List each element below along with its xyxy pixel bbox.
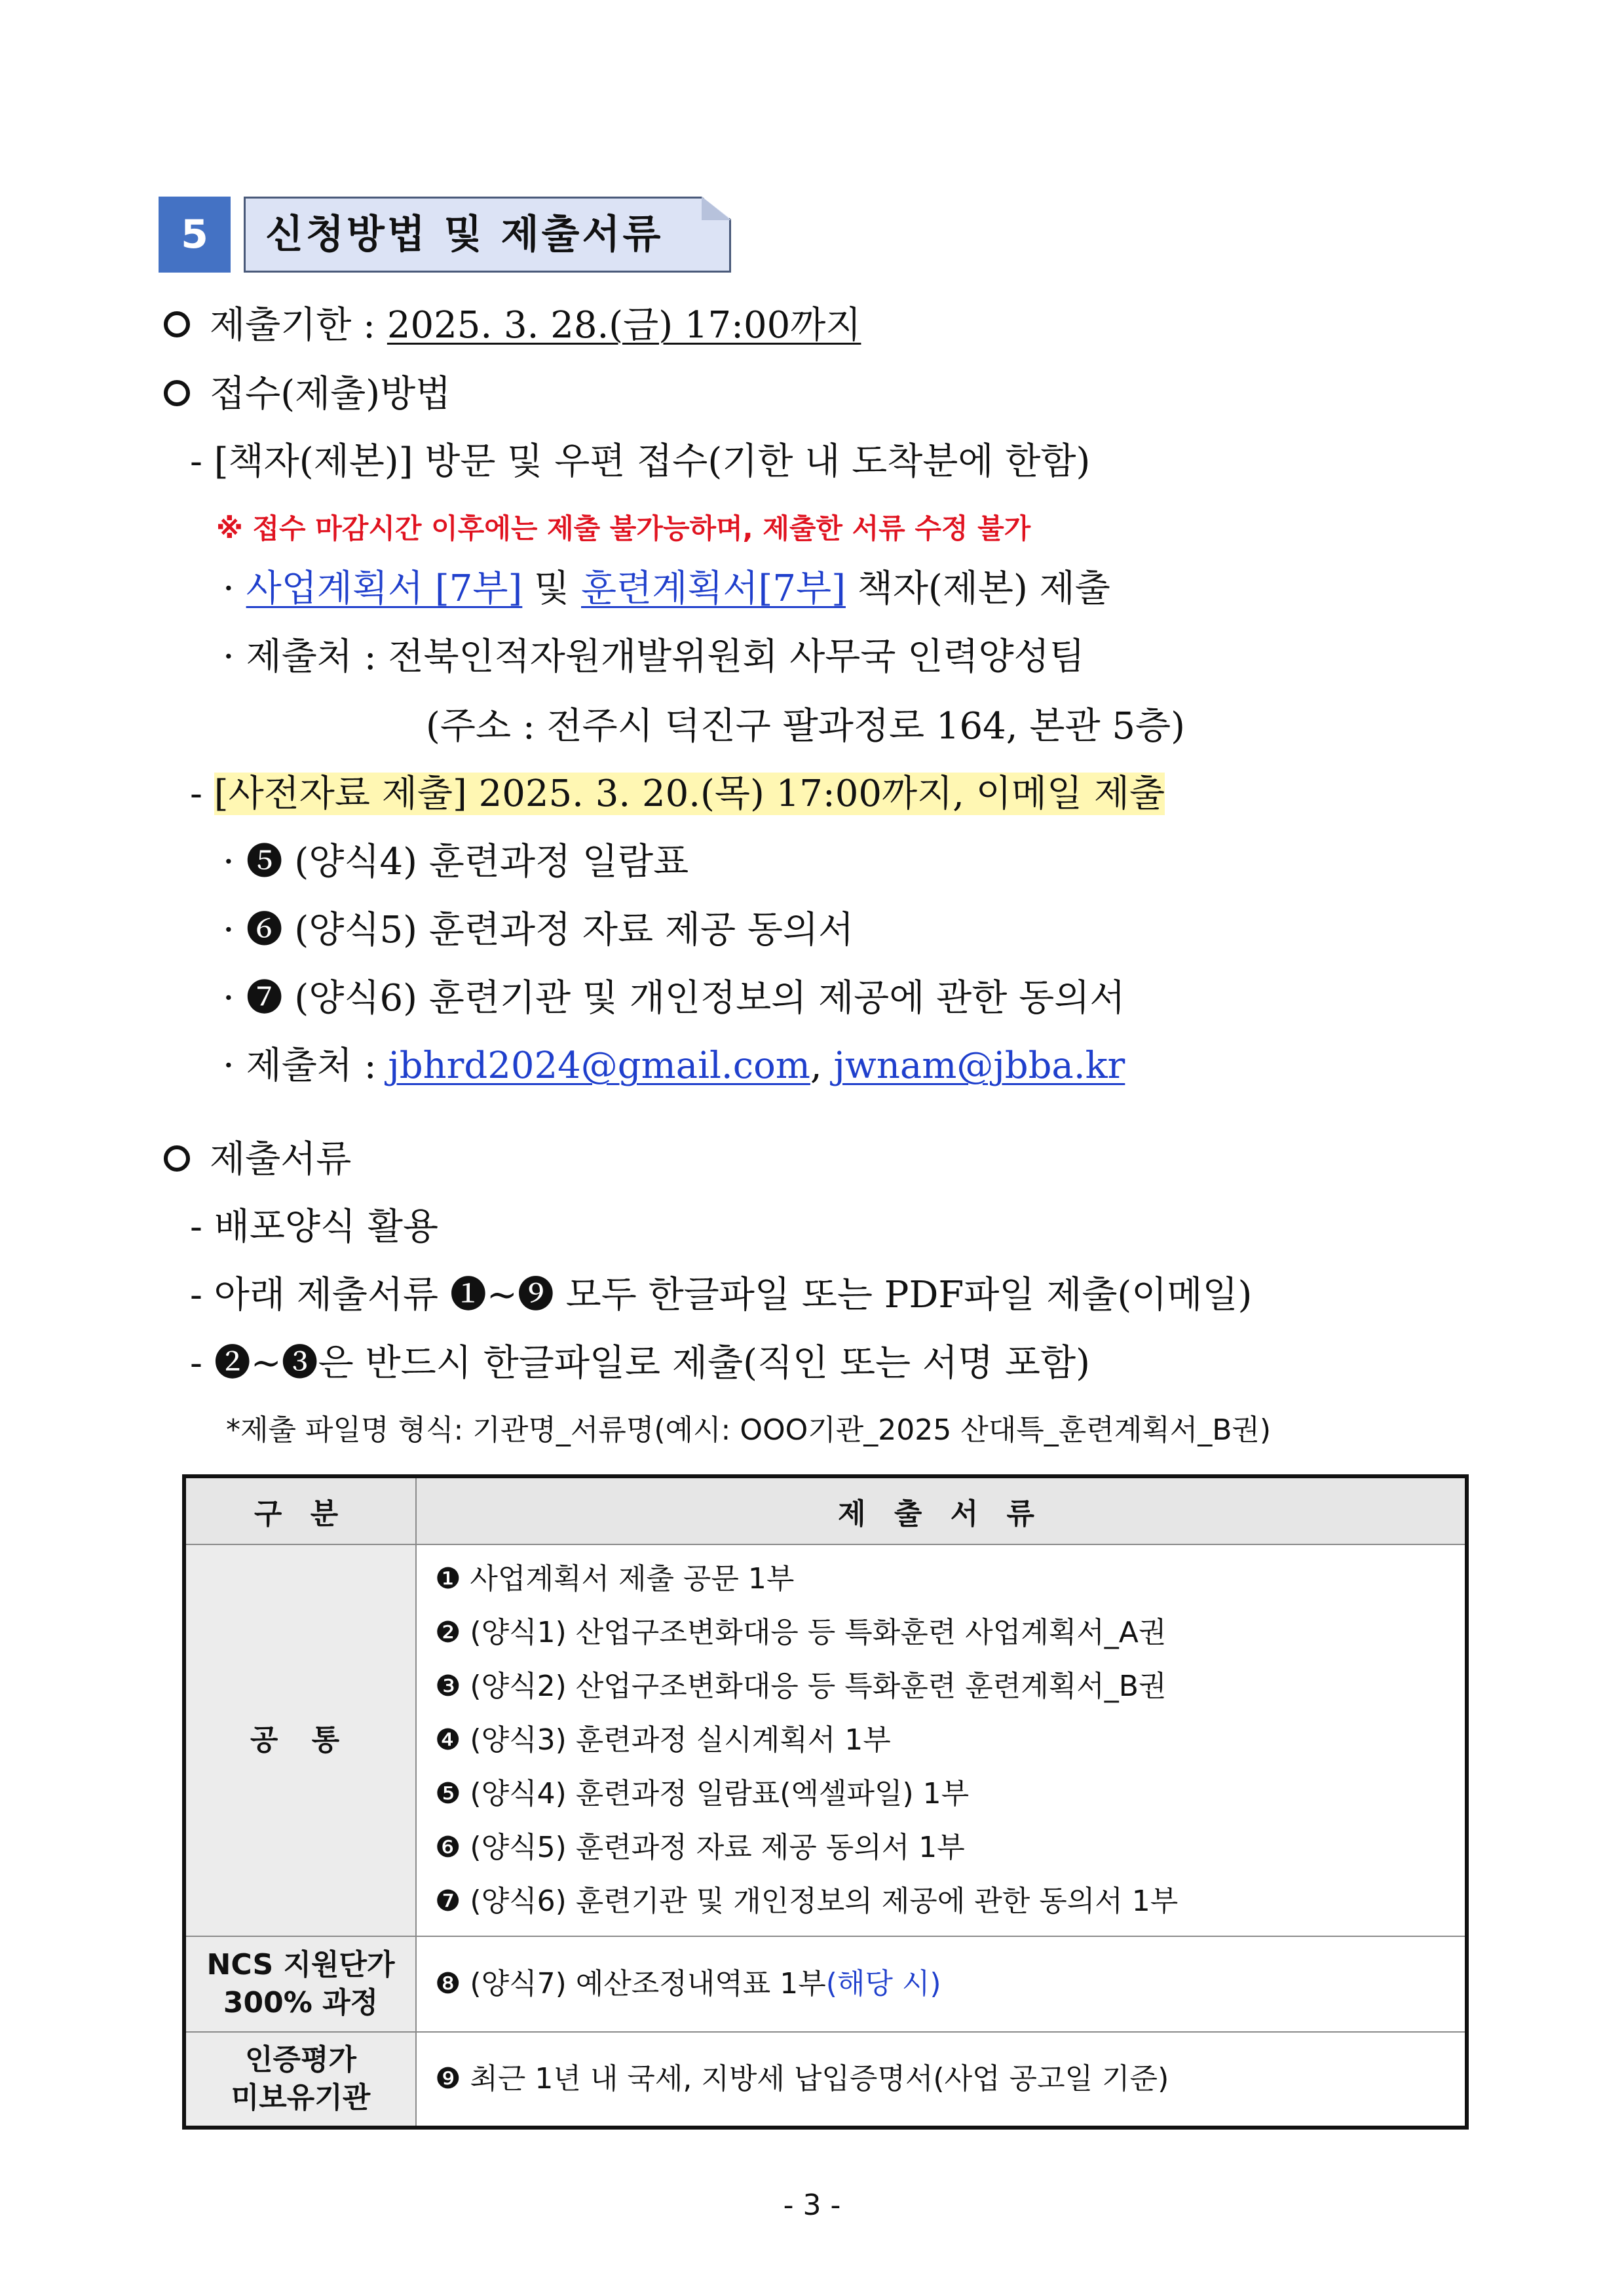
ncs-label-line1: NCS 지원단가 <box>206 1948 395 1981</box>
doc-item-8-note: (해당 시) <box>825 1967 941 2000</box>
email-link-jwnam[interactable]: jwnam@jbba.kr <box>833 1044 1125 1087</box>
common-items <box>416 1544 1467 1936</box>
doc-item-8-text: ❽ (양식7) 예산조정내역표 1부 <box>435 1967 826 2000</box>
doc-item-8 <box>435 1957 1465 2011</box>
method-warning: ※ 접수 마감시간 이후에는 제출 불가능하며, 제출한 서류 수정 불가 <box>216 512 1031 545</box>
table-row-common <box>184 1544 1467 1936</box>
table-header-row <box>184 1476 1467 1544</box>
doc-item-6: ❻ (양식5) 훈련과정 자료 제공 동의서 1부 <box>435 1831 965 1864</box>
ncs-items <box>416 1936 1467 2032</box>
docs-line-all-files: - 아래 제출서류 ❶~❾ 모두 한글파일 또는 PDF파일 제출(이메일) <box>190 1274 1253 1316</box>
docs-line-forms: - 배포양식 활용 <box>190 1206 439 1248</box>
text-and: 및 <box>522 567 582 610</box>
bullet-dot: · <box>223 567 246 610</box>
method-sub-destination: · 제출처 : 전북인적자원개발위원회 사무국 인력양성팀 <box>223 636 1085 678</box>
method-heading-line <box>164 372 451 417</box>
circle-bullet-icon <box>164 1145 190 1172</box>
method-heading: 접수(제출)방법 <box>210 373 451 415</box>
emails-label: · 제출처 : <box>223 1044 388 1087</box>
doc-item-3: ❸ (양식2) 산업구조변화대응 등 특화훈련 훈련계획서_B권 <box>435 1670 1167 1703</box>
submission-docs-table <box>182 1474 1469 2130</box>
method-item-booklet: - [책자(제본)] 방문 및 우편 접수(기한 내 도착분에 한함) <box>190 440 1091 483</box>
pre-submit-form5: · ❻ (양식5) 훈련과정 자료 제공 동의서 <box>223 909 854 951</box>
deadline-value: 2025. 3. 28.(금) 17:00까지 <box>387 304 861 347</box>
method-sub-submit <box>223 566 1110 612</box>
circle-bullet-icon <box>164 311 190 337</box>
page-number: - 3 - <box>783 2189 841 2222</box>
email-link-jbhrd[interactable]: jbhrd2024@gmail.com <box>388 1044 810 1087</box>
doc-item-7: ❼ (양식6) 훈련기관 및 개인정보의 제공에 관한 동의서 1부 <box>435 1885 1179 1918</box>
doc-item-1: ❶ 사업계획서 제출 공문 1부 <box>435 1562 795 1596</box>
docs-heading: 제출서류 <box>210 1138 352 1181</box>
method-address: (주소 : 전주시 덕진구 팔과정로 164, 본관 5층) <box>426 705 1185 748</box>
doc-item-9: ❾ 최근 1년 내 국세, 지방세 납입증명서(사업 공고일 기준) <box>435 2062 1169 2095</box>
method-item-pre-submit <box>190 771 1165 817</box>
docs-line-hwp: - ❷~❸은 반드시 한글파일로 제출(직인 또는 서명 포함) <box>190 1342 1090 1385</box>
doc-item-4: ❹ (양식3) 훈련과정 실시계획서 1부 <box>435 1723 891 1757</box>
header-category: 구 분 <box>184 1476 416 1544</box>
email-separator: , <box>810 1044 834 1087</box>
table-row-cert <box>184 2032 1467 2128</box>
doc-item-2: ❷ (양식1) 산업구조변화대응 등 특화훈련 사업계획서_A권 <box>435 1616 1167 1649</box>
text-booklet-submit: 책자(제본) 제출 <box>845 567 1110 610</box>
pre-submit-emails <box>223 1043 1125 1089</box>
table-row-ncs <box>184 1936 1467 2032</box>
cert-label-line1: 인증평가 <box>244 2043 356 2076</box>
cert-items <box>416 2032 1467 2128</box>
pre-submit-form6: · ❼ (양식6) 훈련기관 및 개인정보의 제공에 관한 동의서 <box>223 977 1125 1020</box>
cert-label-line2: 미보유기관 <box>231 2081 371 2114</box>
header-documents: 제 출 서 류 <box>416 1476 1467 1544</box>
deadline-label: 제출기한 : <box>210 304 387 347</box>
category-common: 공 통 <box>184 1544 416 1936</box>
category-ncs <box>184 1936 416 2032</box>
section-title: 신청방법 및 제출서류 <box>265 212 664 258</box>
training-plan-link[interactable]: 훈련계획서[7부] <box>581 567 846 610</box>
docs-heading-line <box>164 1137 351 1183</box>
section-title-fold <box>702 197 731 220</box>
deadline-line <box>164 303 861 349</box>
pre-submit-highlight: [사전자료 제출] 2025. 3. 20.(목) 17:00까지, 이메일 제출 <box>214 773 1165 815</box>
category-cert <box>184 2032 416 2128</box>
section-number: 5 <box>159 197 231 273</box>
doc-item-5: ❺ (양식4) 훈련과정 일람표(엑셀파일) 1부 <box>435 1777 970 1810</box>
business-plan-link[interactable]: 사업계획서 [7부] <box>246 567 523 610</box>
dash: - <box>190 773 214 815</box>
docs-filename-note: *제출 파일명 형식: 기관명_서류명(예시: OOO기관_2025 산대특_훈련계획서_B권) <box>226 1413 1272 1447</box>
ncs-label-line2: 300% 과정 <box>223 1986 379 2019</box>
circle-bullet-icon <box>164 380 190 406</box>
pre-submit-form4: · ❺ (양식4) 훈련과정 일람표 <box>223 841 689 883</box>
